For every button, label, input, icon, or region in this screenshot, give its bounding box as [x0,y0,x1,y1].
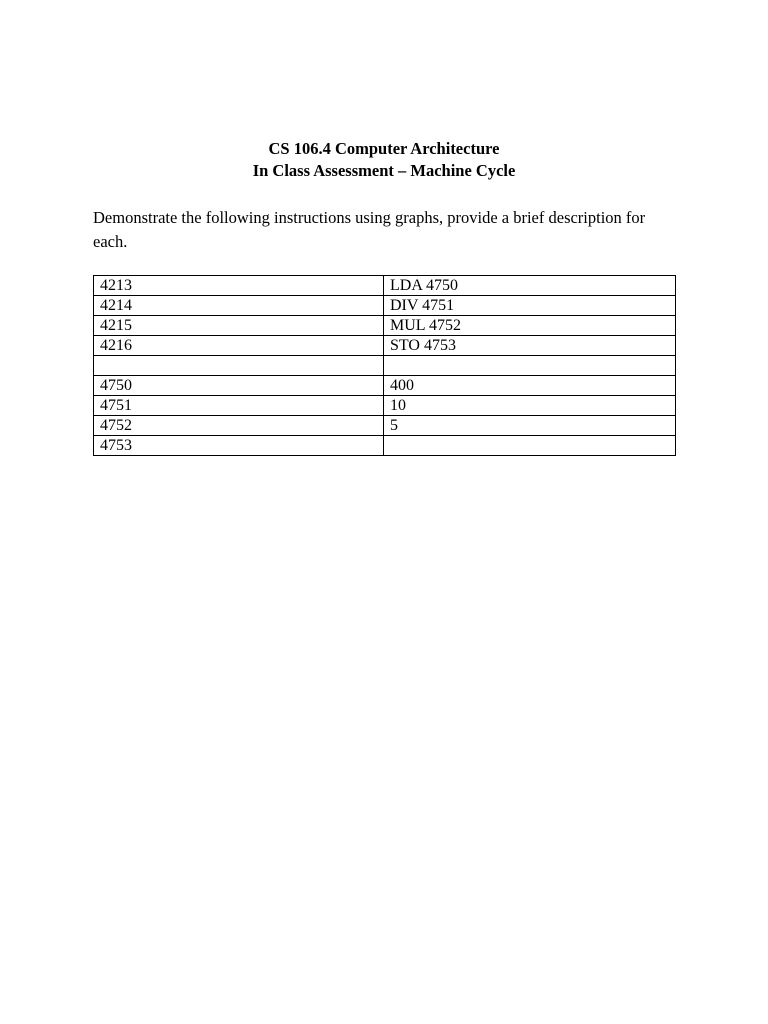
memory-table [93,275,676,456]
address-cell: 4214 [94,296,384,316]
table-row [94,416,676,436]
address-cell: 4215 [94,316,384,336]
instructions-paragraph: Demonstrate the following instructions using graphs, provide a brief description for each. [93,208,646,251]
title-block [0,138,768,182]
content-cell: 10 [384,396,676,416]
content-cell [384,436,676,456]
address-cell: 4213 [94,276,384,296]
address-cell: 4753 [94,436,384,456]
content-cell: MUL 4752 [384,316,676,336]
document-title: CS 106.4 Computer Architecture [268,139,500,158]
content-cell: LDA 4750 [384,276,676,296]
content-cell: DIV 4751 [384,296,676,316]
document-subtitle: In Class Assessment – Machine Cycle [252,161,516,180]
table-row [94,356,676,376]
table-row [94,396,676,416]
address-cell: 4750 [94,376,384,396]
content-cell: STO 4753 [384,336,676,356]
table-row [94,316,676,336]
address-cell [94,356,384,376]
address-cell: 4751 [94,396,384,416]
content-cell: 400 [384,376,676,396]
content-cell [384,356,676,376]
table-row [94,376,676,396]
table-row [94,296,676,316]
table-row [94,336,676,356]
address-cell: 4752 [94,416,384,436]
content-cell: 5 [384,416,676,436]
address-cell: 4216 [94,336,384,356]
table-row [94,276,676,296]
table-row [94,436,676,456]
